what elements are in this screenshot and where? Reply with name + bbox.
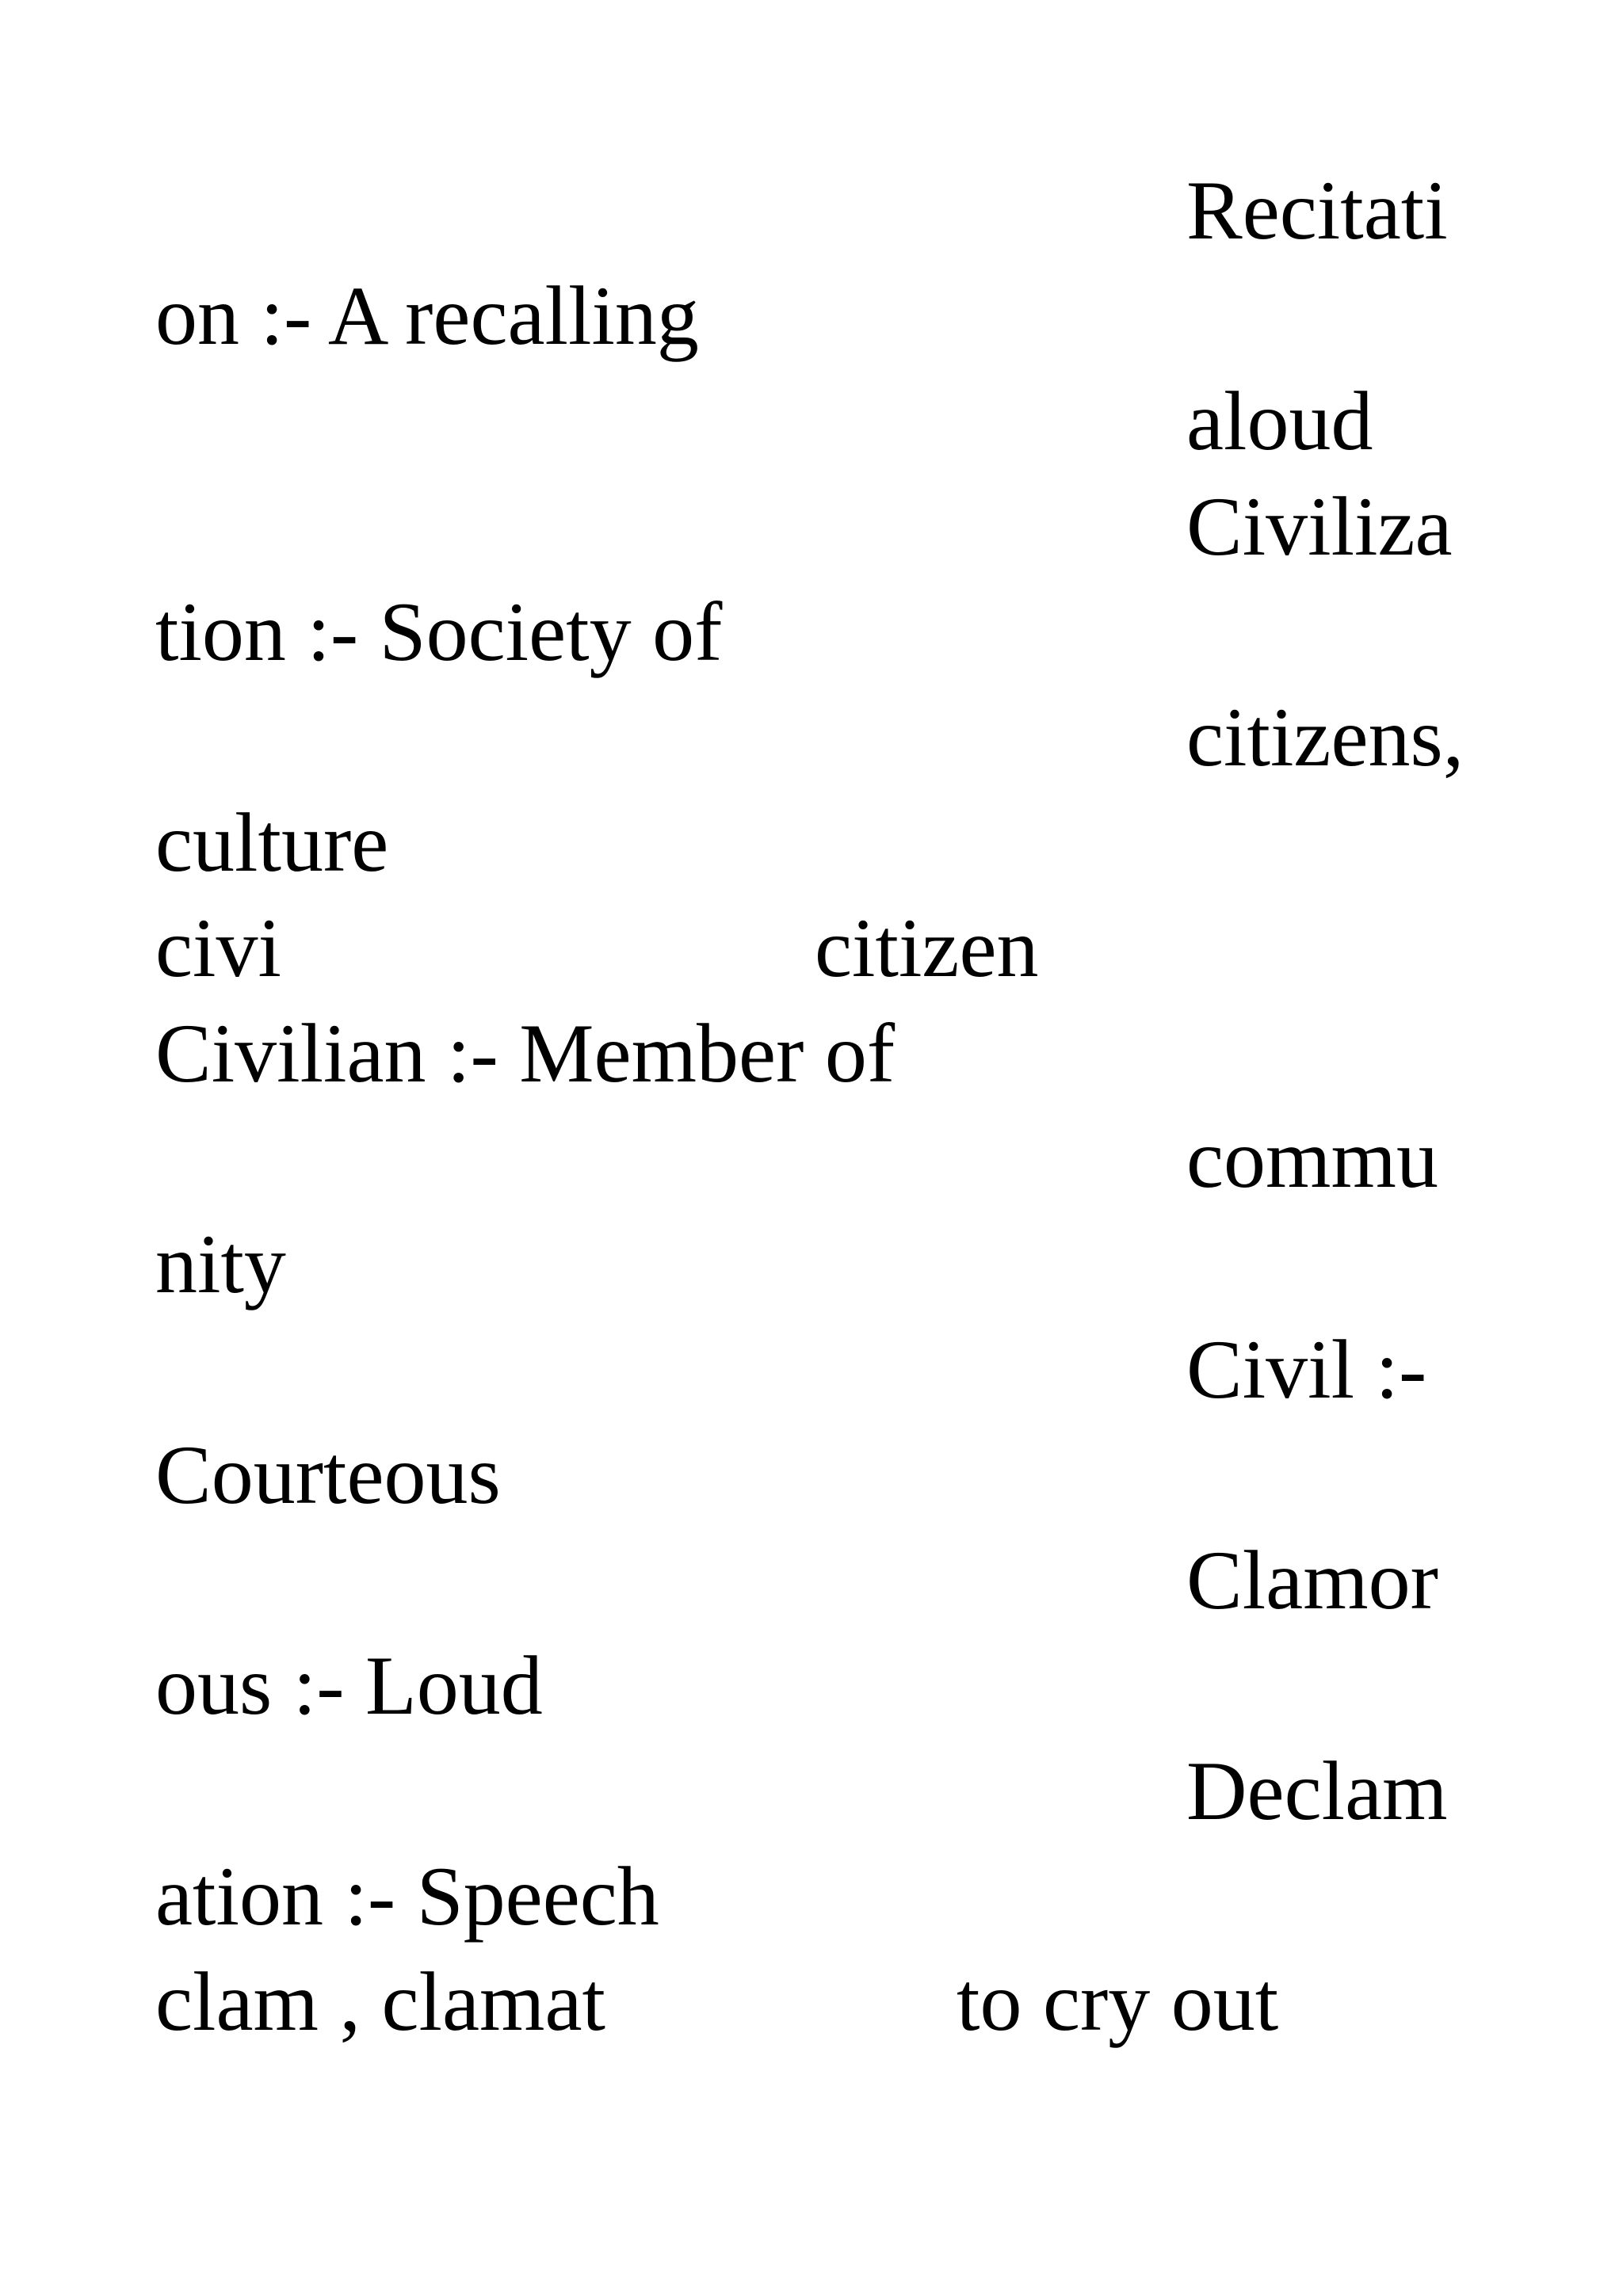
text-line: citizens,	[1186, 691, 1465, 784]
text-line: tion :- Society of	[155, 585, 723, 678]
text-line: aloud	[1186, 375, 1373, 467]
text-line: clam , clamat	[155, 1955, 605, 2048]
text-line: to cry out	[957, 1955, 1279, 2048]
text-line: Civiliza	[1186, 480, 1453, 573]
text-line: Civilian :- Member of	[155, 1007, 896, 1100]
text-line: citizen	[815, 902, 1039, 994]
text-line: civi	[155, 902, 281, 994]
text-line: Declam	[1186, 1745, 1448, 1837]
text-line: Clamor	[1186, 1534, 1438, 1627]
text-line: Recitati	[1186, 164, 1448, 257]
text-line: culture	[155, 796, 389, 889]
text-line: commu	[1186, 1112, 1438, 1205]
text-line: Civil :-	[1186, 1323, 1427, 1416]
text-line: ation :- Speech	[155, 1850, 659, 1943]
text-line: nity	[155, 1218, 286, 1310]
text-line: ous :- Loud	[155, 1639, 543, 1732]
text-line: on :- A recalling	[155, 269, 699, 362]
text-line: Courteous	[155, 1428, 501, 1521]
